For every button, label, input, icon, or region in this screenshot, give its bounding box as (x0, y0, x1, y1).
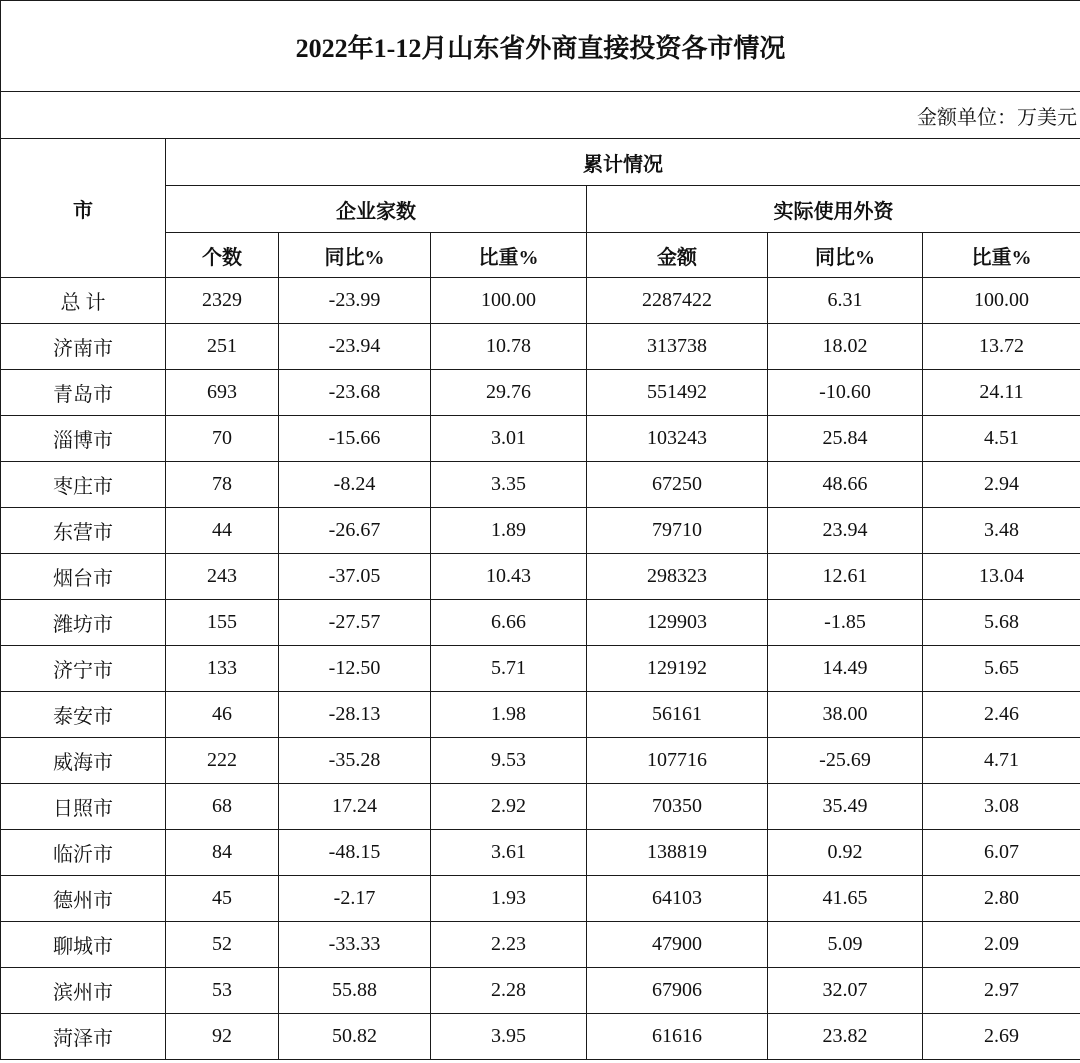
header-enterprises: 企业家数 (166, 186, 587, 233)
cell-enterprise-count: 133 (166, 646, 279, 692)
table-row (1, 784, 1080, 830)
cell-enterprise-yoy: -33.33 (279, 922, 431, 968)
cell-enterprise-count: 2329 (166, 278, 279, 324)
cell-fdi-share: 3.08 (923, 784, 1080, 830)
cell-enterprise-count: 52 (166, 922, 279, 968)
row-city-label: 济南市 (1, 324, 166, 370)
cell-enterprise-share: 3.61 (431, 830, 587, 876)
cell-enterprise-count: 92 (166, 1014, 279, 1060)
row-city-label: 临沂市 (1, 830, 166, 876)
cell-fdi-amount: 67250 (587, 462, 768, 508)
cell-enterprise-share: 29.76 (431, 370, 587, 416)
row-city-label: 菏泽市 (1, 1014, 166, 1060)
table-row (1, 416, 1080, 462)
cell-enterprise-yoy: -27.57 (279, 600, 431, 646)
cell-enterprise-yoy: -2.17 (279, 876, 431, 922)
cell-enterprise-yoy: 50.82 (279, 1014, 431, 1060)
row-city-label: 聊城市 (1, 922, 166, 968)
cell-fdi-amount: 47900 (587, 922, 768, 968)
cell-enterprise-count: 251 (166, 324, 279, 370)
cell-fdi-share: 2.80 (923, 876, 1080, 922)
cell-fdi-share: 4.71 (923, 738, 1080, 784)
cell-enterprise-share: 3.35 (431, 462, 587, 508)
cell-fdi-yoy: 41.65 (768, 876, 923, 922)
cell-enterprise-yoy: -23.68 (279, 370, 431, 416)
cell-enterprise-share: 1.89 (431, 508, 587, 554)
cell-enterprise-yoy: 17.24 (279, 784, 431, 830)
header-col-amount: 金额 (587, 233, 768, 278)
row-city-label: 青岛市 (1, 370, 166, 416)
cell-fdi-share: 24.11 (923, 370, 1080, 416)
cell-fdi-amount: 138819 (587, 830, 768, 876)
cell-enterprise-share: 10.43 (431, 554, 587, 600)
table-row (1, 462, 1080, 508)
row-city-label: 济宁市 (1, 646, 166, 692)
cell-enterprise-count: 70 (166, 416, 279, 462)
cell-enterprise-count: 222 (166, 738, 279, 784)
cell-enterprise-share: 100.00 (431, 278, 587, 324)
cell-fdi-share: 5.68 (923, 600, 1080, 646)
cell-enterprise-yoy: -26.67 (279, 508, 431, 554)
cell-fdi-amount: 70350 (587, 784, 768, 830)
cell-enterprise-count: 243 (166, 554, 279, 600)
cell-fdi-share: 3.48 (923, 508, 1080, 554)
cell-fdi-amount: 313738 (587, 324, 768, 370)
cell-fdi-yoy: 5.09 (768, 922, 923, 968)
title-row (1, 1, 1080, 92)
cell-fdi-yoy: -25.69 (768, 738, 923, 784)
row-city-label: 泰安市 (1, 692, 166, 738)
table-row (1, 968, 1080, 1014)
cell-fdi-yoy: 6.31 (768, 278, 923, 324)
cell-fdi-share: 2.94 (923, 462, 1080, 508)
cell-fdi-share: 2.97 (923, 968, 1080, 1014)
cell-enterprise-yoy: -23.94 (279, 324, 431, 370)
table-title: 2022年1-12月山东省外商直接投资各市情况 (1, 1, 1080, 92)
header-col-count-yoy: 同比% (279, 233, 431, 278)
cell-fdi-amount: 129903 (587, 600, 768, 646)
cell-enterprise-yoy: -48.15 (279, 830, 431, 876)
cell-enterprise-share: 2.23 (431, 922, 587, 968)
cell-enterprise-share: 2.92 (431, 784, 587, 830)
header-col-amount-yoy: 同比% (768, 233, 923, 278)
cell-enterprise-share: 3.01 (431, 416, 587, 462)
cell-enterprise-share: 1.93 (431, 876, 587, 922)
cell-fdi-yoy: 48.66 (768, 462, 923, 508)
cell-enterprise-count: 84 (166, 830, 279, 876)
cell-fdi-yoy: 23.94 (768, 508, 923, 554)
cell-fdi-amount: 79710 (587, 508, 768, 554)
row-city-label: 淄博市 (1, 416, 166, 462)
cell-enterprise-share: 3.95 (431, 1014, 587, 1060)
cell-fdi-share: 2.46 (923, 692, 1080, 738)
table-row (1, 600, 1080, 646)
row-city-label: 滨州市 (1, 968, 166, 1014)
header-city: 市 (1, 139, 166, 278)
cell-fdi-share: 13.04 (923, 554, 1080, 600)
cell-fdi-yoy: 35.49 (768, 784, 923, 830)
cell-fdi-amount: 61616 (587, 1014, 768, 1060)
cell-fdi-share: 2.09 (923, 922, 1080, 968)
cell-fdi-yoy: 23.82 (768, 1014, 923, 1060)
cell-fdi-amount: 107716 (587, 738, 768, 784)
cell-fdi-yoy: -10.60 (768, 370, 923, 416)
header-actual-fdi: 实际使用外资 (587, 186, 1080, 233)
header-col-count-share: 比重% (431, 233, 587, 278)
cell-enterprise-yoy: -28.13 (279, 692, 431, 738)
table-row (1, 692, 1080, 738)
cell-fdi-share: 13.72 (923, 324, 1080, 370)
cell-enterprise-count: 45 (166, 876, 279, 922)
cell-fdi-yoy: 32.07 (768, 968, 923, 1014)
unit-row (1, 92, 1080, 139)
cell-enterprise-count: 46 (166, 692, 279, 738)
cell-enterprise-yoy: -8.24 (279, 462, 431, 508)
cell-fdi-yoy: -1.85 (768, 600, 923, 646)
cell-fdi-share: 5.65 (923, 646, 1080, 692)
cell-enterprise-share: 5.71 (431, 646, 587, 692)
cell-enterprise-yoy: -12.50 (279, 646, 431, 692)
cell-enterprise-yoy: 55.88 (279, 968, 431, 1014)
row-city-label: 总 计 (1, 278, 166, 324)
cell-enterprise-share: 9.53 (431, 738, 587, 784)
table-row-total (1, 278, 1080, 324)
cell-enterprise-count: 155 (166, 600, 279, 646)
header-row-1 (1, 139, 1080, 186)
row-city-label: 烟台市 (1, 554, 166, 600)
cell-enterprise-count: 53 (166, 968, 279, 1014)
cell-fdi-yoy: 25.84 (768, 416, 923, 462)
cell-fdi-amount: 2287422 (587, 278, 768, 324)
unit-label: 金额单位：万美元 (1, 92, 1080, 139)
cell-enterprise-yoy: -37.05 (279, 554, 431, 600)
cell-fdi-yoy: 18.02 (768, 324, 923, 370)
table-row (1, 324, 1080, 370)
table-row (1, 1014, 1080, 1060)
cell-fdi-amount: 551492 (587, 370, 768, 416)
cell-fdi-yoy: 38.00 (768, 692, 923, 738)
cell-fdi-yoy: 14.49 (768, 646, 923, 692)
cell-fdi-amount: 129192 (587, 646, 768, 692)
cell-fdi-share: 4.51 (923, 416, 1080, 462)
table-row (1, 646, 1080, 692)
cell-fdi-share: 100.00 (923, 278, 1080, 324)
table-row (1, 830, 1080, 876)
cell-fdi-amount: 298323 (587, 554, 768, 600)
row-city-label: 日照市 (1, 784, 166, 830)
header-col-count: 个数 (166, 233, 279, 278)
header-cumulative: 累计情况 (166, 139, 1080, 186)
cell-fdi-amount: 67906 (587, 968, 768, 1014)
row-city-label: 东营市 (1, 508, 166, 554)
cell-enterprise-count: 44 (166, 508, 279, 554)
cell-enterprise-share: 10.78 (431, 324, 587, 370)
cell-enterprise-count: 78 (166, 462, 279, 508)
cell-fdi-amount: 56161 (587, 692, 768, 738)
cell-fdi-share: 2.69 (923, 1014, 1080, 1060)
cell-enterprise-yoy: -35.28 (279, 738, 431, 784)
table-row (1, 876, 1080, 922)
cell-enterprise-share: 1.98 (431, 692, 587, 738)
table-row (1, 508, 1080, 554)
cell-fdi-amount: 103243 (587, 416, 768, 462)
header-col-amount-share: 比重% (923, 233, 1080, 278)
cell-enterprise-share: 2.28 (431, 968, 587, 1014)
cell-fdi-share: 6.07 (923, 830, 1080, 876)
table-row (1, 554, 1080, 600)
row-city-label: 德州市 (1, 876, 166, 922)
row-city-label: 枣庄市 (1, 462, 166, 508)
cell-fdi-amount: 64103 (587, 876, 768, 922)
cell-enterprise-yoy: -15.66 (279, 416, 431, 462)
cell-enterprise-count: 68 (166, 784, 279, 830)
row-city-label: 潍坊市 (1, 600, 166, 646)
cell-fdi-yoy: 0.92 (768, 830, 923, 876)
row-city-label: 威海市 (1, 738, 166, 784)
cell-fdi-yoy: 12.61 (768, 554, 923, 600)
table-row (1, 370, 1080, 416)
cell-enterprise-count: 693 (166, 370, 279, 416)
table-row (1, 738, 1080, 784)
cell-enterprise-yoy: -23.99 (279, 278, 431, 324)
table-body (1, 278, 1080, 1060)
cell-enterprise-share: 6.66 (431, 600, 587, 646)
table-row (1, 922, 1080, 968)
